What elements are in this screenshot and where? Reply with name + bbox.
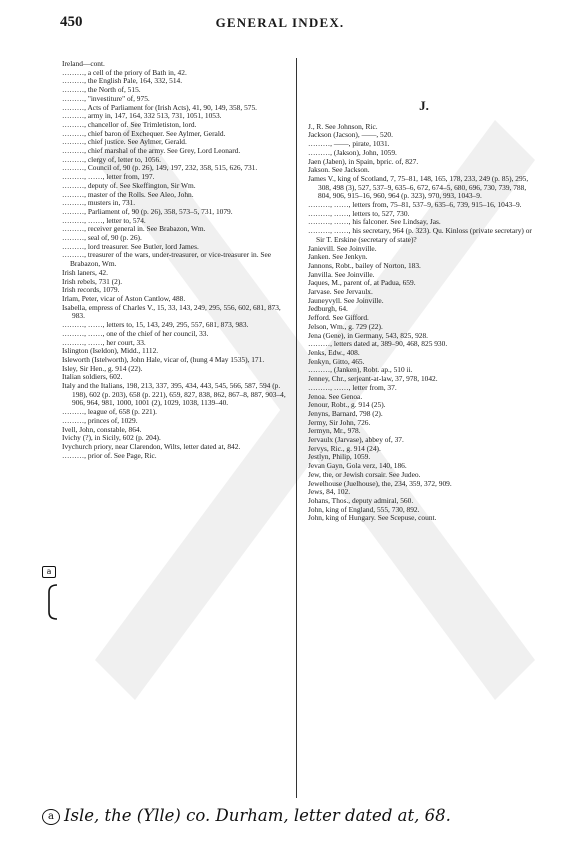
index-entry: ………, ……, letters from, 75–81, 537–9, 635–6, 739, 915–16, 1043–9. [308,200,522,210]
annotation-mark: a [42,809,60,825]
index-entry: ………, chief baron of Exchequer. See Aylmer, Gerald. [62,128,226,138]
handwritten-annotation [42,806,451,825]
index-entry: Jews, 84, 102. [308,487,351,497]
index-entry: Ivichy (?), in Sicily, 602 (p. 204). [62,433,161,443]
index-entry: J., R. See Johnson, Ric. [308,121,378,131]
index-entry: ………, chief justice. See Aylmer, Gerald. [62,137,187,147]
index-entry: Irish records, 1079. [62,285,120,295]
index-entry: Jena (Gene), in Germany, 543, 825, 928. [308,330,428,340]
index-entry: ………, ……, his secretary, 964 (p. 323). Qu. Kinloss (private secretary) or Sir T. Erskine (secretary of state)? [308,226,532,244]
index-entry: ………, (Janken), Robt. ap., 510 ii. [308,365,413,375]
index-entry: Janken. See Jenkyn. [308,252,368,262]
index-entry: Jenkyn, Gitto, 465. [308,356,365,366]
right-entries [308,123,540,523]
index-entry: Jackson (Jacson), ——, 520. [308,130,393,140]
index-entry: ………, "investiture" of, 975. [62,93,150,103]
index-entry: Jaen (Jaben), in Spain, bpric. of, 827. [308,156,419,166]
index-entry: Jenoa. See Genoa. [308,391,363,401]
index-entry: ………, master of the Rolls. See Aleo, John. [62,189,194,199]
index-entry: ………, a cell of the priory of Bath in, 42. [62,67,187,77]
index-entry: ………, Parliament of, 90 (p. 26), 358, 573–5, 731, 1079. [62,206,233,216]
index-entry: ………, treasurer of the wars, under-treasurer, or vice-treasurer in. See Brabazon, Wm. [62,250,272,269]
index-entry: Isabella, empress of Charles V., 15, 33, 143, 249, 295, 556, 602, 681, 873, 983. [62,302,281,321]
index-entry: ………, the North of, 515. [62,85,141,95]
index-entry: Jannons, Robt., bailey of Norton, 183. [308,260,421,270]
index-entry: ………, seal of, 90 (p. 26). [62,233,142,243]
index-entry: ………, Acts of Parliament for (Irish Acts), 41, 90, 149, 358, 575. [62,102,258,112]
index-entry: Ivychurch priory, near Clarendon, Wilts, letter dated at, 842. [62,441,241,451]
index-entry: Janievill. See Joinville. [308,243,377,253]
index-entry: Isley, Sir Hen., g. 914 (22). [62,363,143,373]
index-entry: James V., king of Scotland, 7, 75–81, 148, 165, 178, 233, 249 (p. 85), 295, 308, 498 (3), 527, 537–9, 635–6, 672, 674–5, 680, 696, 730, 739, 788, 804, 906, 915–16, 960, 964 (p. 323), 970, 993, 1043–9. [308,173,529,201]
index-entry: Jelson, Wm., g. 729 (22). [308,321,383,331]
index-entry: ………, the English Pale, 164, 332, 514. [62,76,183,86]
index-entry: ………, chief marshal of the army. See Grey, Lord Leonard. [62,146,241,156]
index-entry: ………, ……, his falconer. See Lindsay, Jas. [308,217,441,227]
index-entry: ………, ……, letters to, 527, 730. [308,208,410,218]
index-entry: Isleworth (Istelworth), John Hale, vicar of, (hung 4 May 1535), 171. [62,354,265,364]
index-entry: Ivell, John, constable, 864. [62,424,142,434]
index-entry: ………, ……, her court, 33. [62,337,146,347]
index-entry: ………, lord treasurer. See Butler, lord James. [62,241,199,251]
index-entry: Jakson. See Jackson. [308,165,370,175]
index-entry: Jenour, Robt., g. 914 (25). [308,400,386,410]
index-entry: Jefford. See Gifford. [308,313,369,323]
index-entry: ………, ——, pirate, 1031. [308,139,390,149]
index-entry: Italy and the Italians, 198, 213, 337, 395, 434, 443, 545, 566, 587, 594 (p. 198), 602 (p. 203), 658 (p. 221), 659, 827, 838, 862, 867–8, 887, 903–4, 906, 964, 981, 1000, 1001 (2), 1029, 1038, 1139–40. [62,381,286,408]
index-entry: Jevan Gayn, Gola verz, 140, 186. [308,461,407,471]
index-entry: Ireland—cont. [62,59,105,68]
annotation-text: Isle, the (Ylle) co. Durham, letter dated at, 68. [64,806,451,825]
index-entry: Jenney, Chr., serjeant-at-law, 37, 978, 1042. [308,374,438,384]
index-entry: Jewelhouse (Juelhouse), the, 234, 359, 372, 909. [308,478,452,488]
index-entry: Irlam, Peter, vicar of Aston Cantlow, 488. [62,293,186,303]
index-entry: ………, deputy of. See Skeffington, Sir Wm. [62,180,196,190]
index-entry: ………, clergy of, letter to, 1056. [62,154,162,164]
index-entry: Jarvase. See Jervaulx. [308,287,373,297]
index-entry: Jermyn, Mr., 978. [308,426,361,436]
index-entry: ………, ……, letter to, 574. [62,215,146,225]
index-entry: Irish laners, 42. [62,267,108,277]
index-entry: Jermy, Sir John, 726. [308,417,371,427]
margin-mark: a [42,566,56,578]
index-entry: ………, ……, one of the chief of her council, 33. [62,328,209,338]
index-entry: Jenks, Edw., 408. [308,347,360,357]
running-title: GENERAL INDEX. [215,15,345,30]
index-entry: ………, ……, letters to, 15, 143, 249, 295, 557, 681, 873, 983. [62,320,249,330]
right-column [308,60,540,523]
index-entry: ………, chancellor of. See Trimletiston, lord. [62,119,197,129]
index-entry: Jew, the, or Jewish corsair. See Judeo. [308,469,421,479]
index-entry: ………, Council of, 90 (p. 26), 149, 197, 232, 358, 515, 626, 731. [62,163,258,173]
index-entry: ………, ……, letter from, 37. [308,382,397,392]
index-entry: ………, musters in, 731. [62,198,136,208]
index-entry: ………, army in, 147, 164, 332 513, 731, 1051, 1053. [62,111,222,121]
index-entry: ………, princes of, 1029. [62,415,138,425]
page-header [60,14,500,36]
index-entry: John, king of England, 555, 730, 892. [308,504,420,514]
index-entry: Jestlyn, Philip, 1059. [308,452,371,462]
margin-bracket-icon [46,584,58,620]
index-entry: Jervaulx (Jarvase), abbey of, 37. [308,435,404,445]
index-entry: Janvilla. See Joinville. [308,269,375,279]
index-entry: ………, ……, letter from, 197. [62,172,155,182]
index-entry: Johans, Thos., deputy admiral, 560. [308,495,414,505]
index-entry: Italian soldiers, 602. [62,372,123,382]
index-entry: Irish rebels, 731 (2). [62,276,123,286]
index-entry: ………, (Jakson), John, 1059. [308,147,397,157]
index-entry: Jenyns, Barnard, 798 (2). [308,408,383,418]
index-entry: ………, league of, 658 (p. 221). [62,407,158,417]
left-column [62,60,286,460]
section-letter: J. [419,98,429,113]
index-entry: Jervys, Ric., g. 914 (24). [308,443,381,453]
index-entry: ………, receiver general in. See Brabazon, Wm. [62,224,206,234]
page-number: 450 [60,14,83,30]
index-entry: John, king of Hungary. See Scepuse, count. [308,513,437,523]
column-divider [296,58,297,798]
index-entry: Jaques, M., parent of, at Padua, 659. [308,278,416,288]
index-entry: Islington (Iseldon), Midd., 1112. [62,346,159,356]
index-entry: Jedburgh, 64. [308,304,348,314]
index-entry: Jauneyvyll. See Joinville. [308,295,384,305]
index-entry: ………, letters dated at, 389–90, 468, 825 930. [308,339,448,349]
index-entry: ………, prior of. See Page, Ric. [62,450,157,460]
